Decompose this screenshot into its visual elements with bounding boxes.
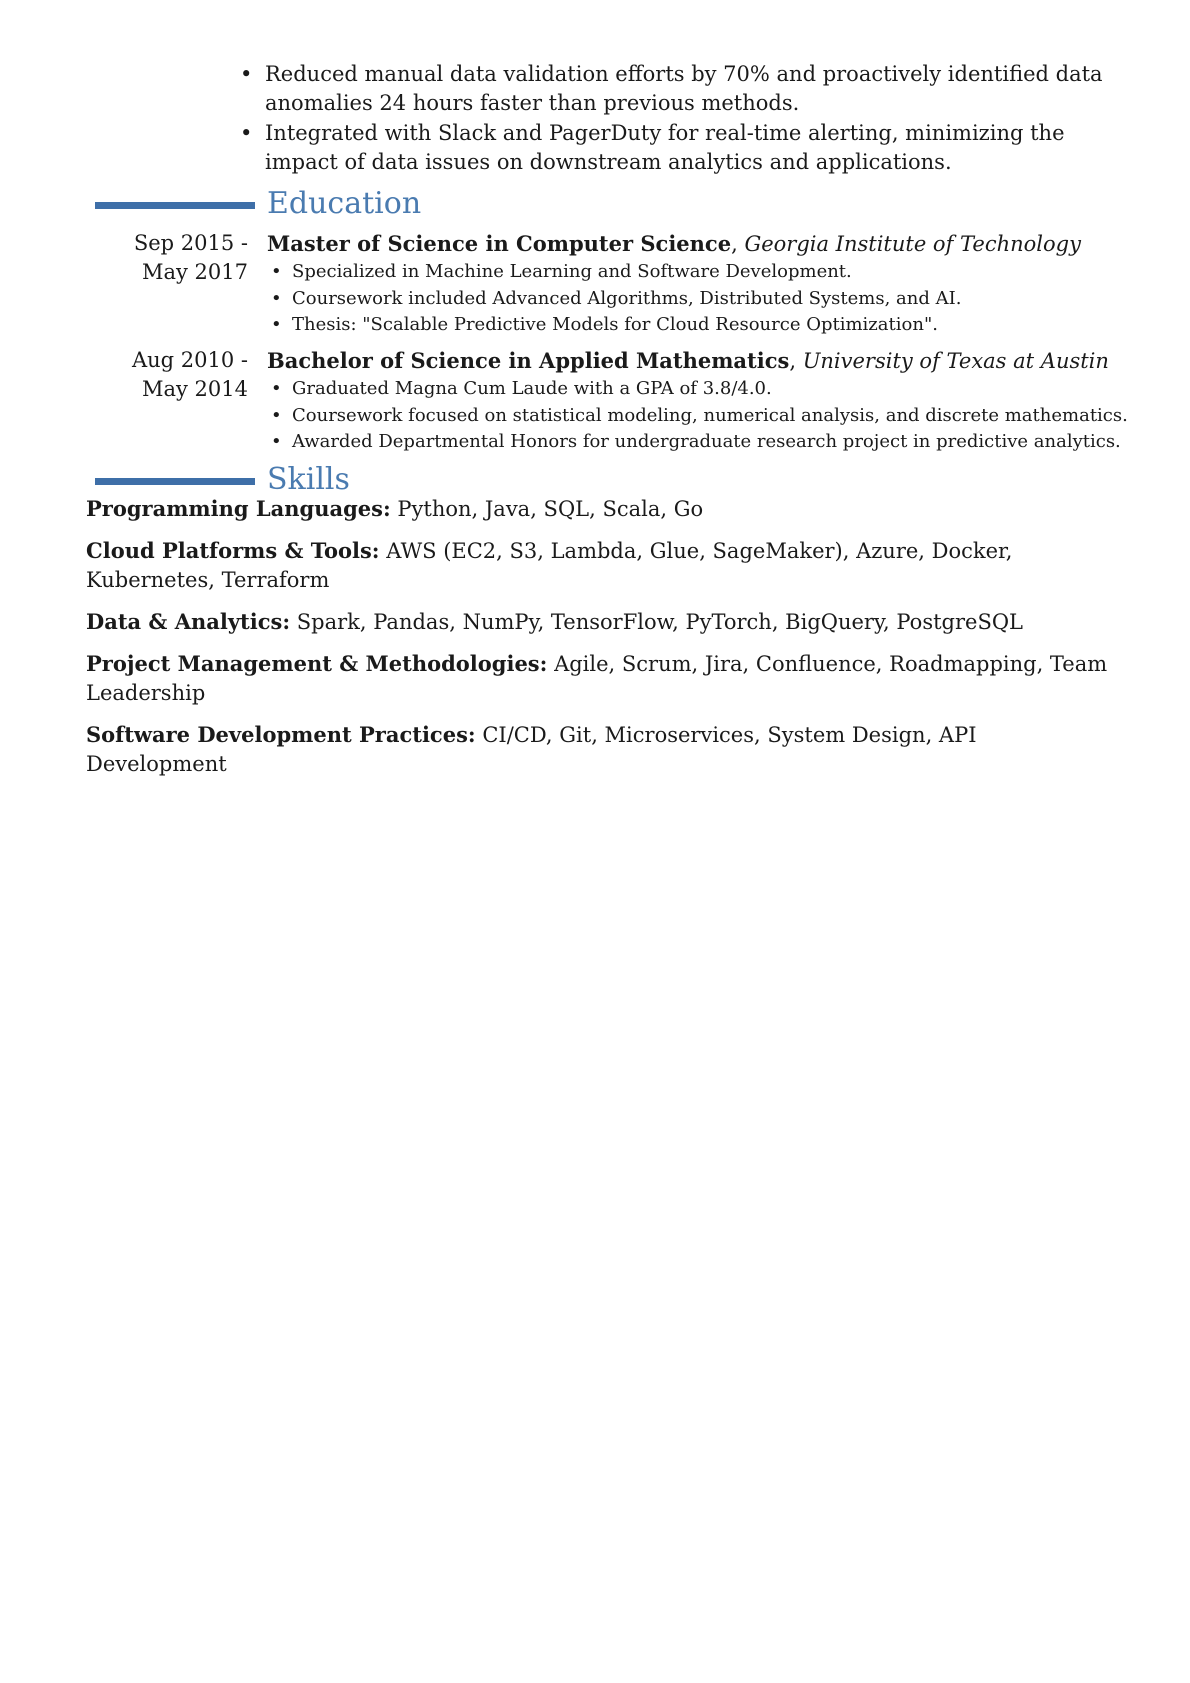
skill-values: Agile, Scrum, Jira, Confluence, Roadmapping, Team Leadership: [86, 652, 1108, 705]
skill-values: AWS (EC2, S3, Lambda, Glue, SageMaker), Azure, Docker, Kubernetes, Terraform: [86, 539, 1013, 592]
education-bullet: • Coursework focused on statistical modeling, numerical analysis, and discrete mathematics.: [267, 403, 1127, 430]
skill-values: Python, Java, SQL, Scala, Go: [397, 497, 704, 521]
degree-separator: ,: [789, 349, 803, 373]
degree-separator: ,: [731, 232, 745, 256]
school-name: University of Texas at Austin: [802, 349, 1109, 373]
skill-category: Cloud Platforms & Tools:: [86, 538, 380, 563]
degree-name: Bachelor of Science in Applied Mathematics: [267, 348, 790, 373]
education-title-line: [267, 346, 1127, 376]
education-title-line: [267, 229, 1127, 259]
degree-name: Master of Science in Computer Science: [267, 231, 732, 256]
school-name: Georgia Institute of Technology: [744, 232, 1081, 256]
skill-row: [86, 536, 1111, 595]
education-bullet-list: [267, 259, 1127, 339]
education-bullet: • Awarded Departmental Honors for undergraduate research project in predictive analytics.: [267, 429, 1127, 456]
experience-bullet: • Reduced manual data validation efforts by 70% and proactively identified data anomalies 24 hours faster than previous methods.: [265, 60, 1105, 118]
experience-bullet-list: [265, 60, 1105, 178]
education-body: [267, 346, 1127, 456]
skills-list: [86, 494, 1111, 791]
skill-category: Project Management & Methodologies:: [86, 651, 548, 676]
skill-category: Data & Analytics:: [86, 609, 291, 634]
skill-row: [86, 607, 1111, 637]
experience-bullet: • Integrated with Slack and PagerDuty for real-time alerting, minimizing the impact of data issues on downstream analytics and applications.: [265, 119, 1105, 177]
skill-row: [86, 720, 1111, 779]
education-title: Education: [267, 186, 422, 221]
skill-category: Software Development Practices:: [86, 722, 476, 747]
education-heading: [95, 186, 995, 222]
section-accent-bar: [95, 478, 255, 485]
skill-row: [86, 494, 1111, 524]
education-body: [267, 229, 1127, 339]
section-accent-bar: [95, 202, 255, 209]
education-date: Aug 2010 - May 2014: [131, 348, 248, 401]
skill-category: Programming Languages:: [86, 496, 391, 521]
education-bullet: • Coursework included Advanced Algorithms, Distributed Systems, and AI.: [267, 286, 1127, 313]
skill-values: Spark, Pandas, NumPy, TensorFlow, PyTorch, BigQuery, PostgreSQL: [296, 610, 1023, 634]
skills-heading: [95, 462, 995, 498]
education-bullet: • Specialized in Machine Learning and Software Development.: [267, 259, 1127, 286]
skill-row: [86, 649, 1111, 708]
education-date: Sep 2015 - May 2017: [133, 231, 248, 284]
education-bullet-list: [267, 376, 1127, 456]
education-bullet: • Thesis: "Scalable Predictive Models for Cloud Resource Optimization".: [267, 312, 1127, 339]
skill-values: CI/CD, Git, Microservices, System Design, API Development: [86, 723, 977, 776]
education-bullet: • Graduated Magna Cum Laude with a GPA of 3.8/4.0.: [267, 376, 1127, 403]
skills-title: Skills: [267, 462, 350, 497]
